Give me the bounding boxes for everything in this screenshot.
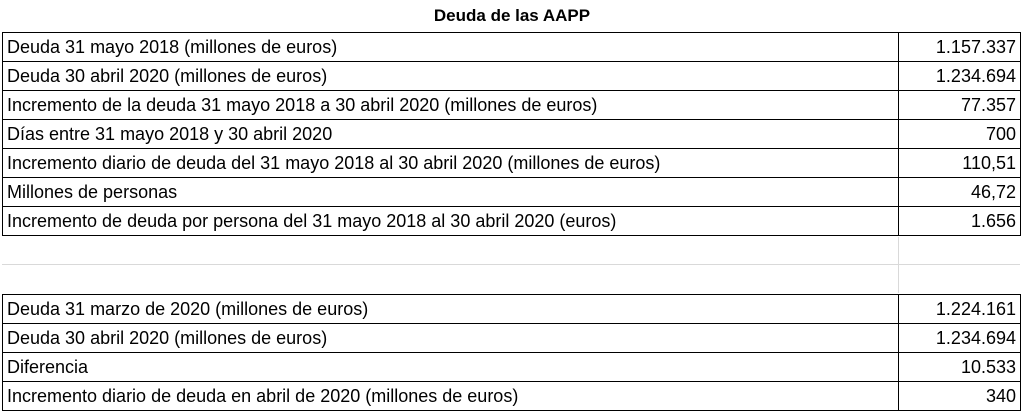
row-value[interactable]: 110,51 (899, 149, 1021, 178)
row-label[interactable]: Deuda 31 marzo de 2020 (millones de euros) (3, 295, 899, 324)
row-label[interactable]: Deuda 30 abril 2020 (millones de euros) (3, 62, 899, 91)
row-value[interactable]: 1.656 (899, 207, 1021, 236)
row-label[interactable]: Incremento diario de deuda en abril de 2020 (millones de euros) (3, 382, 899, 411)
row-value[interactable]: 1.234.694 (899, 62, 1021, 91)
row-value[interactable]: 700 (899, 120, 1021, 149)
gridline (2, 264, 1020, 265)
table-row (3, 33, 1021, 62)
row-value[interactable]: 1.224.161 (899, 295, 1021, 324)
row-value[interactable]: 1.234.694 (899, 324, 1021, 353)
debt-table (2, 32, 1021, 236)
table-row (3, 120, 1021, 149)
gridline (898, 237, 899, 293)
table-row (3, 62, 1021, 91)
row-label[interactable]: Incremento diario de deuda del 31 mayo 2018 al 30 abril 2020 (millones de euros) (3, 149, 899, 178)
table-row (3, 353, 1021, 382)
table-row (3, 295, 1021, 324)
row-value[interactable]: 1.157.337 (899, 33, 1021, 62)
table-row (3, 207, 1021, 236)
row-value[interactable]: 77.357 (899, 91, 1021, 120)
row-label[interactable]: Días entre 31 mayo 2018 y 30 abril 2020 (3, 120, 899, 149)
row-label[interactable]: Incremento de la deuda 31 mayo 2018 a 30 abril 2020 (millones de euros) (3, 91, 899, 120)
table-row (3, 324, 1021, 353)
row-value[interactable]: 340 (899, 382, 1021, 411)
table-row (3, 149, 1021, 178)
table-title: Deuda de las AAPP (433, 6, 591, 25)
row-value[interactable]: 10.533 (899, 353, 1021, 382)
table-row (3, 178, 1021, 207)
row-label[interactable]: Diferencia (3, 353, 899, 382)
table-row (3, 382, 1021, 411)
row-label[interactable]: Deuda 31 mayo 2018 (millones de euros) (3, 33, 899, 62)
table-row (3, 91, 1021, 120)
row-label[interactable]: Incremento de deuda por persona del 31 mayo 2018 al 30 abril 2020 (euros) (3, 207, 899, 236)
row-label[interactable]: Millones de personas (3, 178, 899, 207)
april-debt-table (2, 294, 1021, 411)
empty-rows (2, 237, 1020, 293)
row-value[interactable]: 46,72 (899, 178, 1021, 207)
row-label[interactable]: Deuda 30 abril 2020 (millones de euros) (3, 324, 899, 353)
